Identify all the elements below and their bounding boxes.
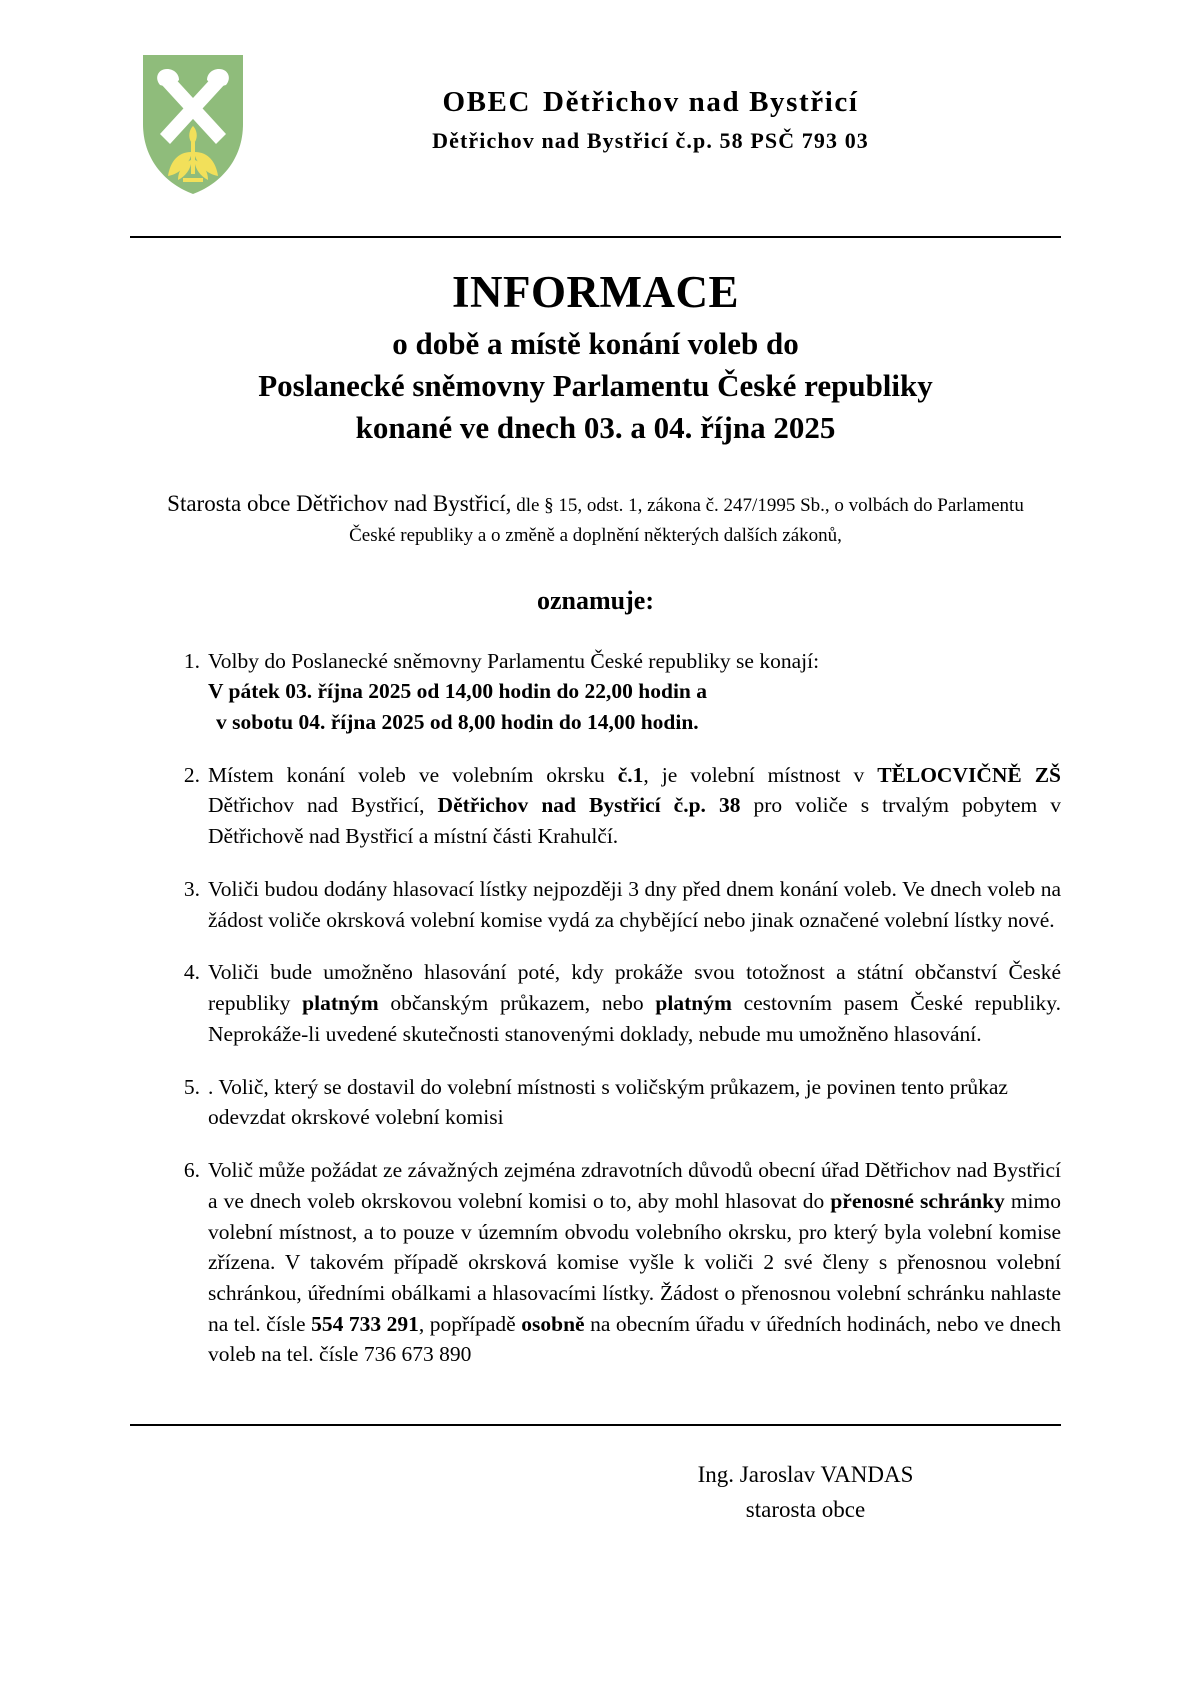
announce-heading: oznamuje: (537, 585, 654, 615)
list-item-number: 1. (183, 648, 200, 673)
intro-lead: Starosta obce Dětřichov nad Bystřicí, (167, 490, 512, 516)
information-list (0, 646, 1191, 1371)
list-item (168, 760, 1061, 852)
title-block (0, 266, 1191, 449)
list-item-text-part: mimo volební místnost, a to pouze v územním obvodu volebního okrsku, pro který byla volební komise zřízena. V takovém případě okrsková komise vyšle k voliči 2 své členy s přenosnou volební schránkou, úředními obálkami a hlasovacími lístky. Žádost o přenosnou volební schránku nahlaste na tel. čísle (208, 1188, 1061, 1336)
document-header (0, 0, 1191, 180)
intro-line-2: České republiky a o změně a doplnění některých dalších zákonů, (349, 524, 842, 546)
coat-of-arms-shield-icon (138, 52, 248, 197)
footer-divider (130, 1424, 1061, 1426)
list-item-number: 2. (183, 762, 200, 787)
list-item (168, 1072, 1061, 1133)
title-subline-3: konané ve dnech 03. a 04. října 2025 (355, 409, 836, 445)
list-item-text-part: Voliči bude umožněno hlasování poté, kdy prokáže svou totožnost a státní občanství České republiky (208, 960, 1061, 1016)
intro-rest: dle § 15, odst. 1, zákona č. 247/1995 Sb., o volbách do Parlamentu (511, 494, 1024, 516)
office-phone-number: 554 733 291 (311, 1311, 419, 1336)
valid-id-emphasis: platným (302, 991, 379, 1016)
voting-day-saturday: v sobotu 04. října 2025 od 8,00 hodin do 14,00 hodin. (216, 709, 699, 734)
list-item-text: . Volič, který se dostavil do volební místnosti s voličským průkazem, je povinen tento průkaz odevzdat okrskové volební komisi (208, 1074, 1008, 1130)
list-item-text-part: Dětřichov nad Bystřicí, (208, 793, 438, 818)
list-item (168, 957, 1061, 1049)
list-item-number: 5. (183, 1074, 200, 1099)
organization-name (260, 84, 1041, 120)
list-item-text-part: cestovním pasem České republiky. Neprokáže-li uvedené skutečnosti stanovenými doklady, nebude mu umožněno hlasování. (208, 991, 1061, 1046)
precinct-number: č.1 (617, 762, 644, 787)
signatory-name: Ing. Jaroslav VANDAS (697, 1462, 914, 1488)
voting-day-friday: V pátek 03. října 2025 od 14,00 hodin do 22,00 hodin a (208, 679, 707, 704)
signatory-role: starosta obce (745, 1496, 866, 1522)
crest-container (0, 52, 260, 197)
polling-place-address: Dětřichov nad Bystřicí č.p. 38 (437, 793, 741, 818)
header-divider (130, 236, 1061, 238)
footer-divider-wrap (0, 1424, 1191, 1426)
intro-paragraph (140, 487, 1051, 550)
list-item-text-part: pro voliče s trvalým pobytem v Dětřichově nad Bystřicí a místní části Krahulčí. (208, 793, 1062, 849)
list-item (168, 1155, 1061, 1370)
organization-title: Dětřichov nad Bystřicí (543, 86, 859, 118)
list-item-number: 3. (183, 876, 200, 901)
list-item-text-part: občanským průkazem, nebo (378, 991, 656, 1016)
polling-place-name: TĚLOCVIČNĚ ZŠ (877, 762, 1061, 787)
list-item (168, 646, 1061, 738)
list-item-bold-lines (208, 676, 1061, 737)
organization-address: Dětřichov nad Bystřicí č.p. 58 PSČ 793 03 (432, 128, 869, 154)
signature-block (0, 1458, 1191, 1527)
title-subline-1: o době a místě konání voleb do (392, 326, 799, 362)
list-item-number: 6. (183, 1158, 200, 1183)
list-item-text-part: na obecním úřadu v úředních hodinách, nebo ve dnech voleb na tel. čísle 736 673 890 (208, 1311, 1062, 1367)
list-item-number: 4. (183, 960, 200, 985)
organization-prefix: OBEC (442, 86, 532, 118)
list-item-text-part: Volič může požádat ze závažných zejména zdravotních důvodů obecní úřad Dětřichov nad Bystřicí a ve dnech voleb okrskovou volební komisi o to, aby mohl hlasovat do (208, 1158, 1061, 1213)
list-item-text: Volby do Poslanecké sněmovny Parlamentu České republiky se konají: (208, 648, 820, 673)
valid-passport-emphasis: platným (655, 991, 732, 1016)
list-item (168, 874, 1061, 935)
list-item-text-part: , je volební místnost v (643, 762, 878, 787)
portable-ballot-box-emphasis: přenosné schránky (830, 1188, 1005, 1213)
list-item-text-part: Místem konání voleb ve volebním okrsku (208, 762, 618, 787)
page-title: INFORMACE (452, 267, 739, 317)
header-text-block (260, 52, 1191, 155)
list-item-text-part: , popřípadě (418, 1311, 522, 1336)
in-person-emphasis: osobně (521, 1311, 585, 1336)
title-subline-2: Poslanecké sněmovny Parlamentu České republiky (258, 367, 933, 403)
list-item-text: Voliči budou dodány hlasovací lístky nejpozději 3 dny před dnem konání voleb. Ve dnech voleb na žádost voliče okrsková volební komise vydá za chybějící nebo jinak označené volební lístky nové. (208, 876, 1061, 932)
intro-line-1 (140, 487, 1051, 520)
